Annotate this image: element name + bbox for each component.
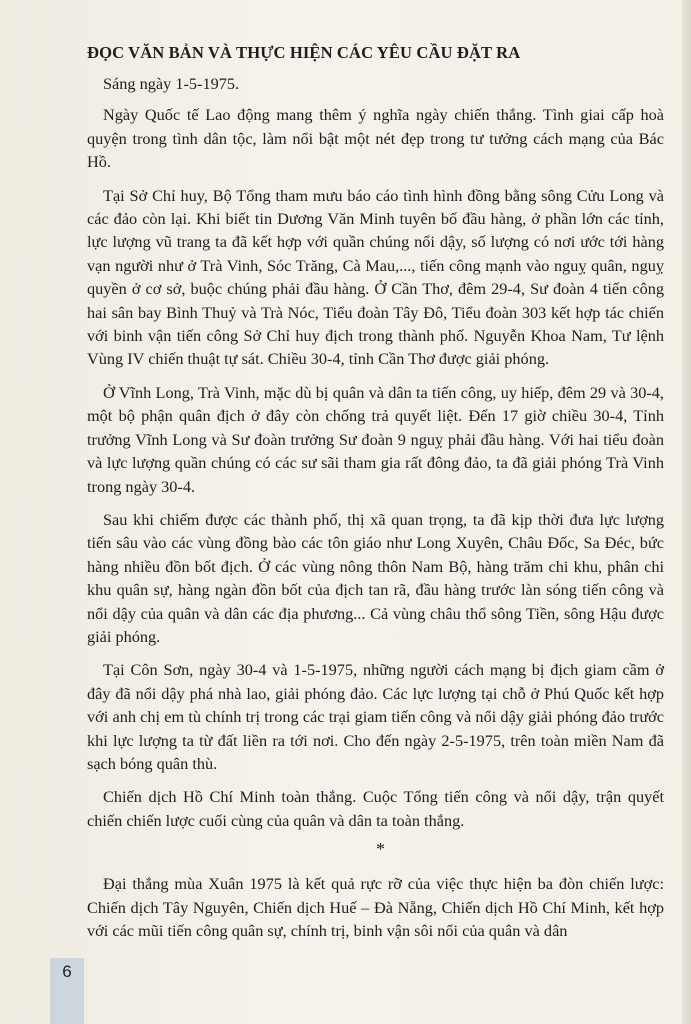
paragraph: Tại Sở Chỉ huy, Bộ Tổng tham mưu báo cáo tình hình đồng bằng sông Cửu Long và các đảo còn lại. Khi biết tin Dương Văn Minh tuyên bố đầu hàng, ở phần lớn các tỉnh, lực lượng vũ trang ta đã kết hợp với quần chúng nổi dậy, số lượng có nơi ước tới hàng vạn người như ở Trà Vinh, Sóc Trăng, Cà Mau,..., tiến công mạnh vào nguỵ quân, nguỵ quyền ở cơ sở, buộc chúng phải đầu hàng. Ở Cần Thơ, đêm 29-4, Sư đoàn 4 tiến công hai sân bay Bình Thuỷ và Trà Nóc, Tiểu đoàn Tây Đô, Tiểu đoàn 303 kết hợp tác chiến với binh vận tiến công Sở Chỉ huy địch trong thành phố. Nguyễn Khoa Nam, Tư lệnh Vùng IV chiến thuật tự sát. Chiều 30-4, tỉnh Cần Thơ được giải phóng. [87,185,664,369]
paragraph-date: Sáng ngày 1-5-1975. [103,74,240,93]
page-number: 6 [62,962,72,981]
paragraph: Sau khi chiếm được các thành phố, thị xã quan trọng, ta đã kịp thời đưa lực lượng tiến sâu vào các vùng đồng bào các tôn giáo như Long Xuyên, Châu Đốc, Sa Đéc, bức hàng nhiều đồn bốt địch. Ở các vùng nông thôn Nam Bộ, hàng trăm chi khu, phân chi khu quân sự, hàng ngàn đồn bốt của địch tan rã, đầu hàng trước làn sóng tiến công và nổi dậy của quân và dân các địa phương... Cả vùng châu thổ sông Tiền, sông Hậu được giải phóng. [87,509,664,646]
section-separator: * [376,839,385,860]
page-content [87,42,664,952]
adjacent-page-edge [682,0,691,1024]
paragraph: Chiến dịch Hồ Chí Minh toàn thắng. Cuộc Tổng tiến công và nổi dậy, trận quyết chiến chiến lược cuối cùng của quân và dân ta toàn thắng. [87,787,664,830]
paragraph: Ở Vĩnh Long, Trà Vinh, mặc dù bị quân và dân ta tiến công, uy hiếp, đêm 29 và 30-4, một bộ phận quân địch ở đây còn chống trả quyết liệt. Đến 17 giờ chiều 30-4, Tỉnh trưởng Vĩnh Long và Sư đoàn trưởng Sư đoàn 9 nguỵ phải đầu hàng. Với hai tiểu đoàn và lực lượng quần chúng có các sư sãi tham gia rất đông đảo, ta đã giải phóng Trà Vinh trong ngày 30-4. [87,382,664,496]
page-number-tab [50,958,84,1024]
section-heading: ĐỌC VĂN BẢN VÀ THỰC HIỆN CÁC YÊU CẦU ĐẶT RA [87,43,521,62]
paragraph: Ngày Quốc tế Lao động mang thêm ý nghĩa ngày chiến thắng. Tình giai cấp hoà quyện trong tình dân tộc, làm nổi bật một nét đẹp trong tư tưởng cách mạng của Bác Hồ. [87,105,664,172]
paragraph-closing: Đại thắng mùa Xuân 1975 là kết quả rực rỡ của việc thực hiện ba đòn chiến lược: Chiến dịch Tây Nguyên, Chiến dịch Huế – Đà Nẵng, Chiến dịch Hồ Chí Minh, kết hợp với các mũi tiến công quân sự, chính trị, binh vận sôi nổi của quân và dân [87,874,664,940]
paragraph: Tại Côn Sơn, ngày 30-4 và 1-5-1975, những người cách mạng bị địch giam cầm ở đây đã nổi dậy phá nhà lao, giải phóng đảo. Các lực lượng tại chỗ ở Phú Quốc kết hợp với anh chị em tù chính trị trong các trại giam tiến công và nổi dậy giải phóng đảo trước khi lực lượng ta từ đất liền ra tới nơi. Cho đến ngày 2-5-1975, trên toàn miền Nam đã sạch bóng quân thù. [87,660,664,773]
